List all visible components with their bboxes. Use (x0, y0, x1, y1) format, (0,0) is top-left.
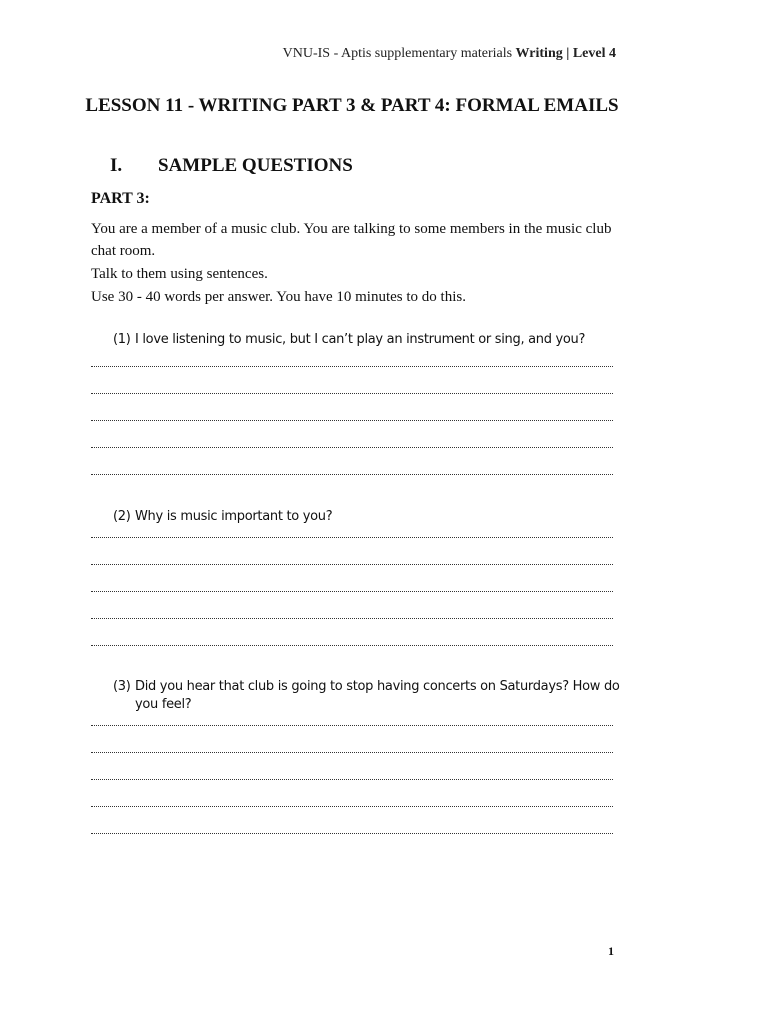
answer-line[interactable] (91, 618, 613, 619)
answer-line[interactable] (91, 725, 613, 726)
answer-line[interactable] (91, 752, 613, 753)
question-text: Did you hear that club is going to stop having concerts on Saturdays? How do you feel? (135, 679, 620, 712)
answer-line[interactable] (91, 591, 613, 592)
answer-line[interactable] (91, 779, 613, 780)
answer-line[interactable] (91, 393, 613, 394)
instruction-line: Use 30 - 40 words per answer. You have 10 minutes to do this. (91, 289, 466, 305)
header-prefix: VNU-IS - Aptis supplementary materials (282, 46, 516, 61)
lesson-title: LESSON 11 - WRITING PART 3 & PART 4: FORMAL EMAILS (85, 95, 619, 116)
answer-line[interactable] (91, 474, 613, 475)
answer-line[interactable] (91, 447, 613, 448)
answer-line[interactable] (91, 645, 613, 646)
page-number: 1 (608, 944, 614, 958)
answer-line[interactable] (91, 806, 613, 807)
question-2 (113, 508, 623, 526)
answer-line[interactable] (91, 833, 613, 834)
question-text: I love listening to music, but I can’t play an instrument or sing, and you? (135, 332, 586, 347)
question-number: (2) (113, 509, 131, 524)
question-text: Why is music important to you? (135, 509, 333, 524)
header-separator: | (562, 46, 573, 61)
answer-line[interactable] (91, 537, 613, 538)
question-3 (113, 678, 623, 714)
page-header (283, 46, 616, 62)
instruction-line: You are a member of a music club. You are talking to some members in the music club chat room. (91, 221, 612, 259)
answer-line[interactable] (91, 420, 613, 421)
header-subject: Writing (515, 46, 563, 61)
part-heading: PART 3: (91, 190, 150, 207)
section-number: I. (110, 155, 123, 176)
instruction-line: Talk to them using sentences. (91, 266, 268, 282)
question-number: (3) (113, 679, 131, 694)
header-level: Level 4 (572, 46, 616, 61)
section-heading (110, 155, 353, 177)
instructions (91, 218, 621, 309)
answer-line[interactable] (91, 366, 613, 367)
section-title: SAMPLE QUESTIONS (158, 155, 353, 176)
question-1 (113, 331, 623, 349)
question-number: (1) (113, 332, 131, 347)
answer-line[interactable] (91, 564, 613, 565)
